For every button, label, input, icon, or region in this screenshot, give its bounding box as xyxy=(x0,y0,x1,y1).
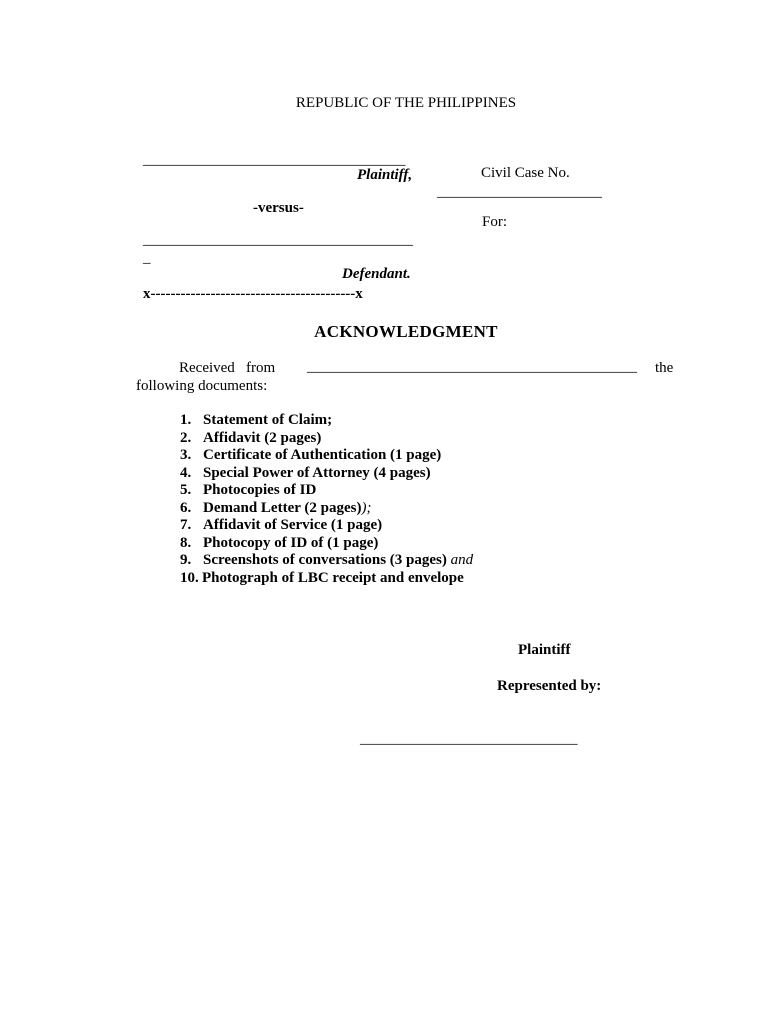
list-number: 9. xyxy=(180,552,192,568)
list-item xyxy=(180,535,473,553)
list-text: Photocopies of ID xyxy=(203,482,317,498)
plaintiff-name-line: ___________________________________ xyxy=(143,152,406,168)
list-number: 5. xyxy=(180,482,192,498)
list-item xyxy=(180,552,473,570)
plaintiff-signature-label: Plaintiff xyxy=(518,642,571,658)
list-item xyxy=(180,517,473,535)
list-item xyxy=(180,447,473,465)
civil-case-no-label: Civil Case No. xyxy=(481,165,570,181)
list-number: 3. xyxy=(180,447,192,463)
list-item xyxy=(180,500,473,518)
list-item xyxy=(180,482,473,500)
list-text: Special Power of Attorney (4 pages) xyxy=(203,464,431,481)
defendant-name-line-tail: _ xyxy=(143,250,151,266)
list-text: Photograph of LBC receipt and envelope xyxy=(202,569,464,586)
received-from-line: ____________________________________________ xyxy=(307,359,637,375)
list-text: Demand Letter (2 pages) xyxy=(203,499,362,516)
list-text: Screenshots of conversations (3 pages) xyxy=(203,552,447,568)
list-number: 6. xyxy=(180,499,192,516)
republic-title: REPUBLIC OF THE PHILIPPINES xyxy=(295,95,517,111)
list-text: Affidavit of Service (1 page) xyxy=(203,517,383,533)
represented-by-label: Represented by: xyxy=(497,678,602,694)
list-number: 7. xyxy=(180,517,192,533)
list-number: 1. xyxy=(180,412,192,428)
list-suffix: ); xyxy=(361,499,372,516)
versus-label: -versus- xyxy=(253,200,304,216)
list-item xyxy=(180,465,473,483)
for-label: For: xyxy=(482,214,508,230)
defendant-label: Defendant. xyxy=(342,266,411,282)
list-number: 2. xyxy=(180,429,192,446)
civil-case-no-line: ______________________ xyxy=(437,184,602,200)
list-item xyxy=(180,412,473,430)
list-text: Photocopy of ID of (1 page) xyxy=(203,534,379,551)
defendant-name-line: ____________________________________ xyxy=(143,232,413,248)
plaintiff-label: Plaintiff, xyxy=(357,167,413,183)
received-from-label: Received from xyxy=(179,360,276,376)
list-item xyxy=(180,430,473,448)
list-number: 8. xyxy=(180,534,192,551)
list-number: 10. xyxy=(180,569,199,586)
list-text: Statement of Claim; xyxy=(203,412,333,428)
signature-line: _____________________________ xyxy=(360,731,578,747)
document-list xyxy=(180,412,473,587)
list-text: Certificate of Authentication (1 page) xyxy=(203,447,442,463)
list-item xyxy=(180,570,473,588)
the-word: the xyxy=(655,360,674,376)
acknowledgment-title: ACKNOWLEDGMENT xyxy=(314,322,498,341)
caption-separator: x-----------------------------------------x xyxy=(143,286,363,302)
list-number: 4. xyxy=(180,464,192,481)
list-suffix: and xyxy=(446,552,474,568)
following-documents-label: following documents: xyxy=(136,378,268,394)
list-text: Affidavit (2 pages) xyxy=(203,429,322,446)
